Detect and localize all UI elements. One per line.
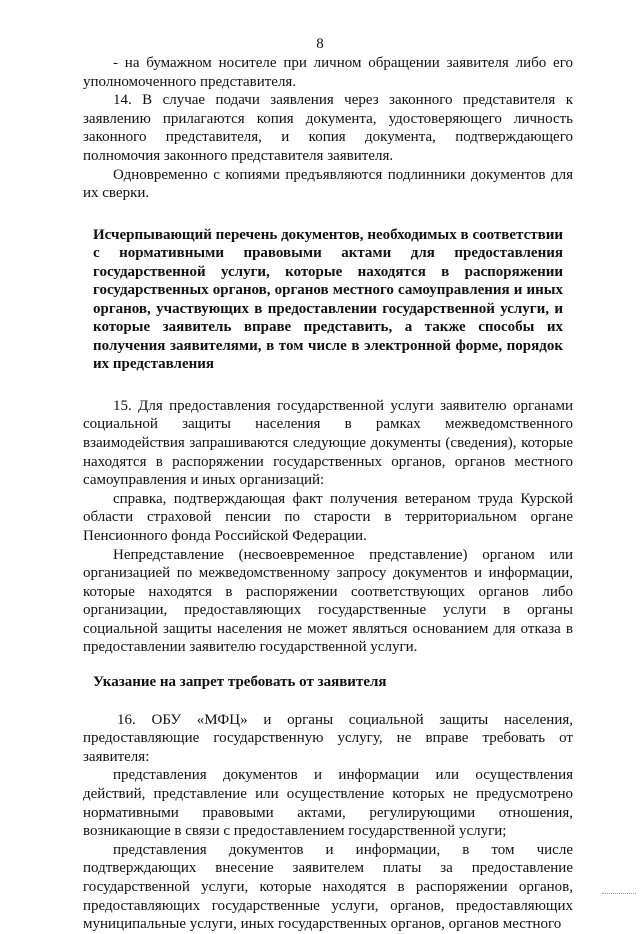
paragraph: представления документов и информации или осуществления действий, представление или осуществление которых не предусмотрено нормативными правовыми актами, регулирующими отношения, возникающие в связи с предоставлением государственной услуги; [83, 767, 573, 840]
paragraph-clause-14: 14. В случае подачи заявления через законного представителя к заявлению прилагаются копия документа, удостоверяющего личность законного представителя, и копия документа, подтверждающего полномочия законного представителя заявителя. [83, 92, 573, 164]
scan-artifact [602, 893, 636, 896]
section-heading: Указание на запрет требовать от заявителя [93, 674, 387, 691]
page-number: 8 [316, 36, 324, 52]
paragraph: справка, подтверждающая факт получения ветераном труда Курской области страховой пенсии по старости в территориальном органе Пенсионного фонда Российской Федерации. [83, 490, 573, 544]
document-body [83, 54, 573, 934]
paragraph: - на бумажном носителе при личном обращении заявителя либо его уполномоченного представителя. [83, 55, 573, 90]
paragraph: Непредставление (несвоевременное представление) органом или организацией по межведомственному запросу документов и информации, которые находятся в распоряжении соответствующих органов либо организации, предоставляющих государственные услуги в органы социальной защиты населения не может являться основанием для отказа в предоставлении заявителю государственной услуги. [83, 546, 573, 656]
paragraph: представления документов и информации, в том числе подтверждающих внесение заявителем платы за предоставление государственной услуги, которые находятся в распоряжении органов, предоставляющих государственные услуги, органов, предоставляющих муниципальные услуги, иных государственных органов, органов местного [83, 841, 573, 933]
paragraph-clause-16: 16. ОБУ «МФЦ» и органы социальной защиты населения, предоставляющие государственную услугу, не вправе требовать от заявителя: [83, 711, 573, 765]
paragraph: Одновременно с копиями предъявляются подлинники документов для их сверки. [83, 166, 573, 202]
paragraph-clause-15: 15. Для предоставления государственной услуги заявителю органами социальной защиты населения в рамках межведомственного взаимодействия запрашиваются следующие документы (сведения), которые находятся в распоряжении государственных органов, органов местного самоуправления и иных организаций: [83, 397, 573, 489]
section-heading: Исчерпывающий перечень документов, необходимых в соответствии с нормативными правовыми актами для предоставления государственной услуги, которые находятся в распоряжении государственных органов, органов местного самоуправления и иных органов, участвующих в предоставлении государственной услуги, и которые заявитель вправе представить, а также способы их получения заявителями, в том числе в электронной форме, порядок их представления [93, 226, 563, 373]
